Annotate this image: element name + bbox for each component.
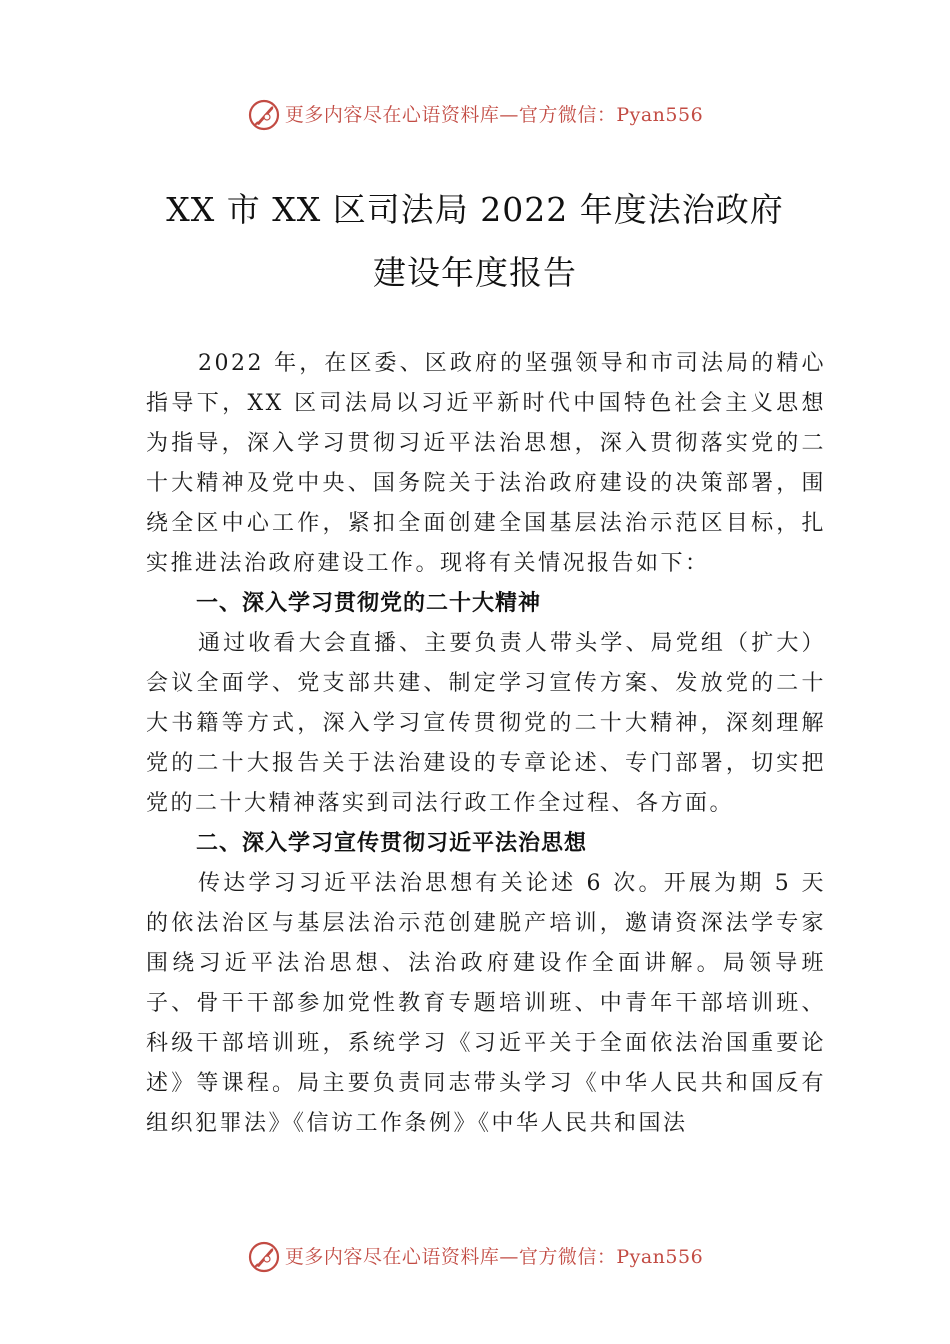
- document-title-line-1: XX 市 XX 区司法局 2022 年度法治政府: [166, 190, 784, 229]
- document-body: [146, 344, 826, 1144]
- quill-pen-logo-icon: [247, 1240, 281, 1274]
- watermark-text: 更多内容尽在心语资料库—官方微信：Pyan556: [284, 1246, 704, 1268]
- header-watermark: [0, 98, 950, 132]
- document-title-line-2: 建设年度报告: [373, 253, 577, 292]
- section-1-paragraph: 通过收看大会直播、主要负责人带头学、局党组（扩大）会议全面学、党支部共建、制定学习宣传方案、发放党的二十大书籍等方式，深入学习宣传贯彻党的二十大精神，深刻理解党的二十大报告关于法治建设的专章论述、专门部署，切实把党的二十大精神落实到司法行政工作全过程、各方面。: [146, 631, 826, 816]
- watermark-text: 更多内容尽在心语资料库—官方微信：Pyan556: [284, 104, 704, 126]
- section-2-heading: 二、深入学习宣传贯彻习近平法治思想: [196, 831, 588, 856]
- footer-watermark: [0, 1240, 950, 1274]
- section-1-heading: 一、深入学习贯彻党的二十大精神: [196, 591, 542, 616]
- quill-pen-logo-icon: [247, 98, 281, 132]
- section-2-paragraph: 传达学习习近平法治思想有关论述 6 次。开展为期 5 天的依法治区与基层法治示范创建脱产培训，邀请资深法学专家围绕习近平法治思想、法治政府建设作全面讲解。局领导班子、骨干干部参加党性教育专题培训班、中青年干部培训班、科级干部培训班，系统学习《习近平关于全面依法治国重要论述》等课程。局主要负责同志带头学习《中华人民共和国反有组织犯罪法》《信访工作条例》《中华人民共和国法: [146, 871, 826, 1136]
- intro-paragraph: 2022 年，在区委、区政府的坚强领导和市司法局的精心指导下，XX 区司法局以习近平新时代中国特色社会主义思想为指导，深入学习贯彻习近平法治思想，深入贯彻落实党的二十大精神及党中央、国务院关于法治政府建设的决策部署，围绕全区中心工作，紧扣全面创建全国基层法治示范区目标，扎实推进法治政府建设工作。现将有关情况报告如下：: [146, 351, 826, 576]
